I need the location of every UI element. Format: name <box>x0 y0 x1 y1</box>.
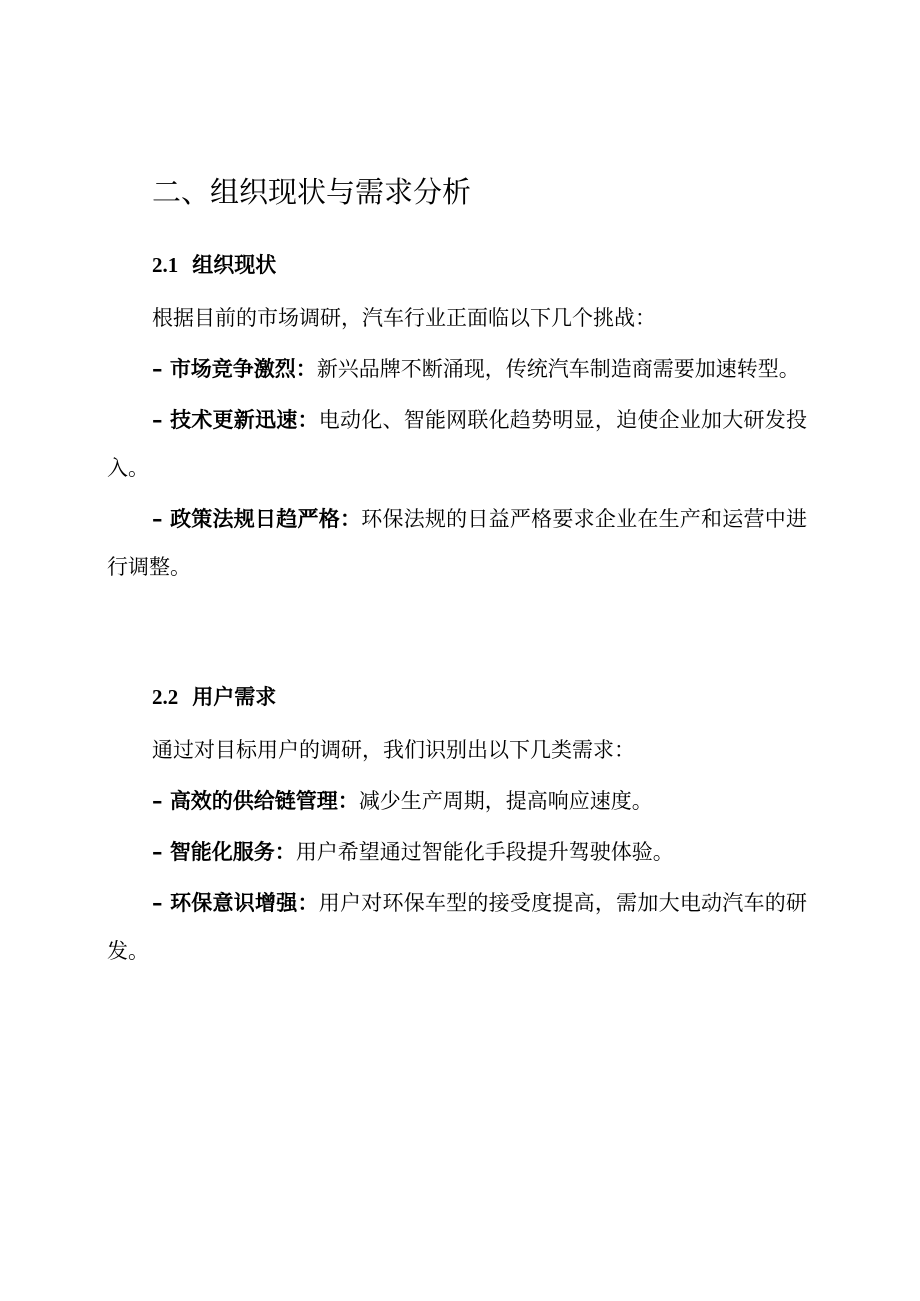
list-dash: – <box>152 356 170 381</box>
list-item <box>107 345 807 393</box>
section-number: 2.2 <box>152 685 179 709</box>
list-dash: – <box>152 506 171 531</box>
list-item <box>107 879 807 975</box>
item-label: 环保意识增强： <box>170 891 319 915</box>
item-text: 电动化、智能网联化趋势明显，迫使企业加大研发投入。 <box>107 408 808 480</box>
item-label: 政策法规日趋严格： <box>170 507 362 531</box>
item-label: 高效的供给链管理： <box>169 789 359 813</box>
section-heading <box>152 678 807 716</box>
item-label: 智能化服务： <box>169 840 296 864</box>
item-text: 用户对环保车型的接受度提高，需加大电动汽车的研发。 <box>107 891 808 963</box>
list-item <box>107 777 807 825</box>
item-text: 用户希望通过智能化手段提升驾驶体验。 <box>295 840 674 864</box>
section-organization-status <box>107 246 807 591</box>
list-dash: – <box>152 788 170 813</box>
section-title: 用户需求 <box>192 685 277 709</box>
chapter-title: 二、组织现状与需求分析 <box>152 175 472 209</box>
section-intro: 通过对目标用户的调研，我们识别出以下几类需求： <box>152 738 635 762</box>
item-text: 新兴品牌不断涌现，传统汽车制造商需要加速转型。 <box>316 357 800 381</box>
list-item <box>107 396 807 492</box>
item-text: 减少生产周期，提高响应速度。 <box>358 789 653 813</box>
item-text: 环保法规的日益严格要求企业在生产和运营中进行调整。 <box>107 507 808 579</box>
list-dash: – <box>152 407 171 432</box>
section-title: 组织现状 <box>192 253 277 277</box>
list-item <box>107 495 807 591</box>
item-label: 市场竞争激烈： <box>169 357 317 381</box>
list-dash: – <box>152 890 171 915</box>
section-intro: 根据目前的市场调研，汽车行业正面临以下几个挑战： <box>152 306 656 330</box>
list-item <box>107 828 807 876</box>
section-user-needs <box>107 678 807 975</box>
item-label: 技术更新迅速： <box>170 408 319 432</box>
section-heading <box>152 246 807 284</box>
section-number: 2.1 <box>152 253 179 277</box>
list-dash: – <box>152 839 170 864</box>
